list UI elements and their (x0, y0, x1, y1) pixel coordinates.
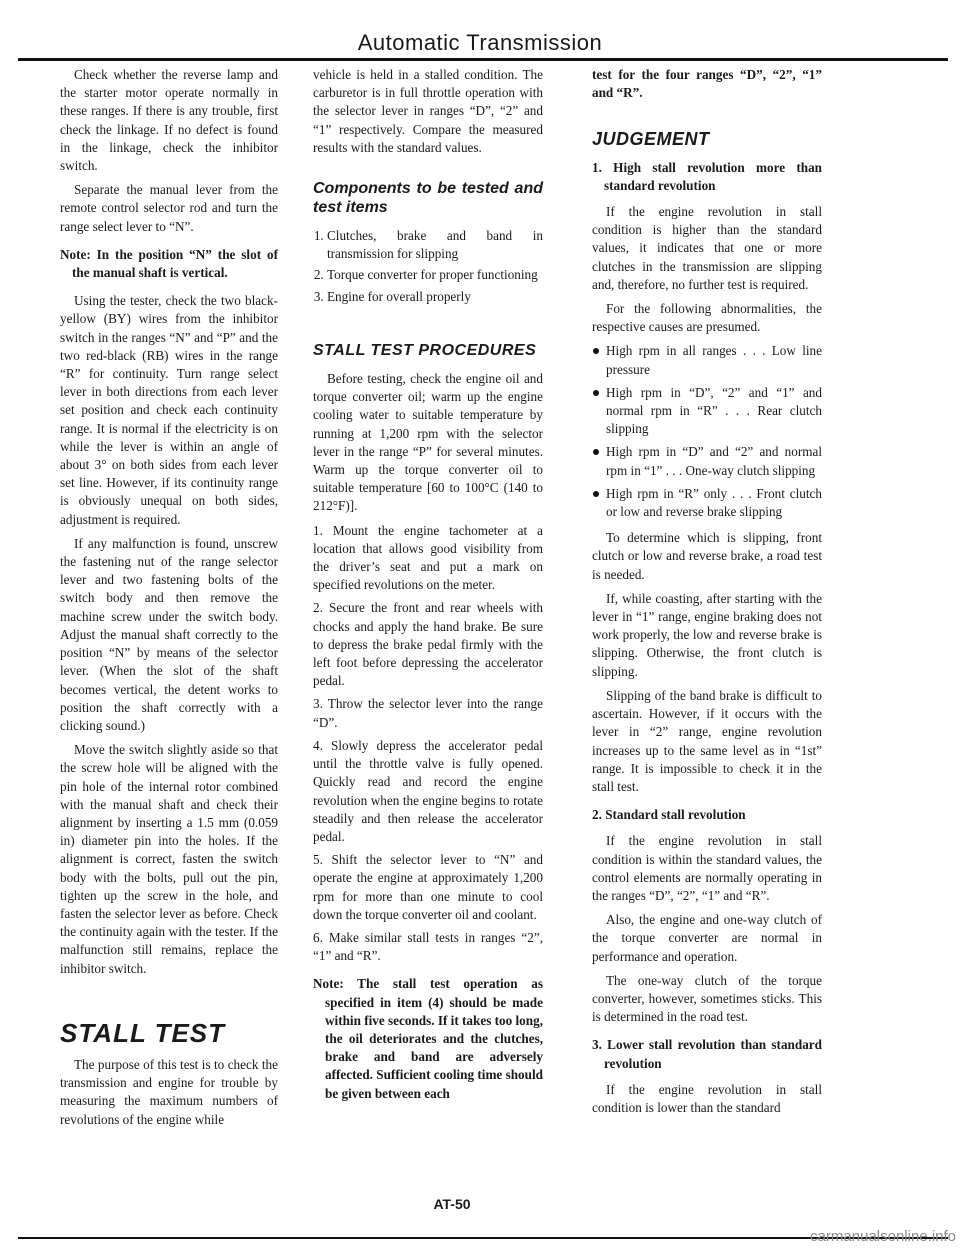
page-title: Automatic Transmission (357, 30, 603, 55)
paragraph: If the engine revolution in stall condition is within the standard values, the control elements are normally operating in the ranges “D”, “2”, “1” and “R”. (592, 833, 822, 903)
paragraph: To determine which is slipping, front clutch or low and reverse brake, a road test is needed. (592, 530, 822, 582)
paragraph: Also, the engine and one-way clutch of the torque converter are normal in performance and operation. (592, 912, 822, 964)
note: Note: The stall test operation as specified in item (4) should be made within five seconds. If it takes too long, the oil deteriorates and the clutches, brake and band are adversely affected. Sufficient cooling time should be given between each (313, 976, 543, 1101)
list-item: 1. Clutches, brake and band in transmission for slipping (327, 227, 543, 263)
column-right (592, 66, 822, 1123)
paragraph: Move the switch slightly aside so that the screw hole will be aligned with the pin hole of the internal rotor combined with the manual shaft and check their alignment by inserting a 1.5 mm (0.059 in) diameter pin into the holes. If the alignment is correct, fasten the switch body with the bolts, pull out the pin, tighten up the screw in the hole, and fasten the selector lever as before. Check the continuity again with the tester. If the malfunction still remains, replace the inhibitor switch. (60, 742, 278, 976)
paragraph: Check whether the reverse lamp and the starter motor operate normally in these ranges. If there is any trouble, first check the linkage. If no defect is found in the linkage, check the inhibitor switch. (60, 67, 278, 174)
abnormalities-list (592, 342, 822, 521)
header-rule (18, 58, 948, 61)
paragraph: Before testing, check the engine oil and torque converter oil; warm up the engine cooling water to suitable temperature by running at 1,200 rpm with the selector lever in the range “P” for several minutes. Warm up the torque converter oil to suitable temperature [60 to 100°C (140 to 212°F)]. (313, 371, 543, 514)
bullet-icon (593, 348, 599, 354)
page-number: AT-50 (433, 1196, 471, 1212)
list-item (606, 485, 822, 521)
list-item-text: High rpm in all ranges . . . Low line pressure (606, 343, 822, 377)
procedure-step: 6. Make similar stall tests in ranges “2”, “1” and “R”. (313, 929, 543, 964)
paragraph: If, while coasting, after starting with the lever in “1” range, engine braking does not work properly, the low and reverse brake is slipping. Otherwise, the front clutch is slipping. (592, 590, 822, 679)
section-heading-judgement: JUDGEMENT (592, 129, 710, 150)
paragraph: vehicle is held in a stalled condition. The carburetor is in full throttle operation with the selector lever in ranges “D”, “2” and “1” respectively. Compare the measured results with the standard values. (313, 67, 543, 155)
judgement-item: 2. Standard stall revolution (592, 807, 746, 823)
section-heading-stall-test: STALL TEST (60, 1017, 226, 1048)
paragraph: test for the four ranges “D”, “2”, “1” and “R”. (592, 67, 822, 101)
list-item (606, 443, 822, 479)
column-left (60, 66, 278, 1135)
procedure-step: 4. Slowly depress the accelerator pedal until the throttle valve is fully opened. Quickly read and record the engine revolution when the engine begins to rotate steadily and then release the accelerator pedal. (313, 737, 543, 844)
bullet-icon (593, 491, 599, 497)
procedure-step: 3. Throw the selector lever into the range “D”. (313, 696, 543, 730)
paragraph: Slipping of the band brake is difficult to ascertain. However, if it occurs with the lever in “2” range, engine revolution increases up to the same level as in “1st” range. It is impossible to check it in the stall test. (592, 687, 822, 794)
note: Note: In the position “N” the slot of the manual shaft is vertical. (60, 246, 278, 281)
bullet-icon (593, 449, 599, 455)
section-heading-procedures: STALL TEST PROCEDURES (313, 341, 537, 359)
procedure-step: 5. Shift the selector lever to “N” and operate the engine at approximately 1,200 rpm for more than one minute to cool down the torque converter oil and coolant. (313, 852, 543, 922)
judgement-item: 1. High stall revolution more than standard revolution (592, 159, 822, 193)
paragraph: For the following abnormalities, the respective causes are presumed. (592, 301, 822, 335)
list-item: 2. Torque converter for proper functioning (327, 266, 543, 284)
list-item (606, 342, 822, 378)
list-item-text: High rpm in “D”, “2” and “1” and normal rpm in “R” . . . Rear clutch slipping (606, 384, 822, 437)
procedure-step: 1. Mount the engine tachometer at a location that allows good visibility from the driver’s seat and put a mark on specified revolutions on the meter. (313, 522, 543, 593)
paragraph: Separate the manual lever from the remote control selector rod and turn the range select lever to “N”. (60, 182, 278, 234)
paragraph: Using the tester, check the two black-yellow (BY) wires from the inhibitor switch in the ranges “N” and “P” and the two red-black (RB) wires in the range “R” for continuity. Turn range select lever in both directions from each lever set position and check each continuity range. It is normal if the electricity is on while the lever is within an angle of about 3° on both sides from each lever set line. However, if its continuity range is obviously unequal on both sides, adjustment is required. (60, 293, 278, 527)
bullet-icon (593, 390, 599, 396)
list-item: 3. Engine for overall properly (327, 288, 543, 306)
paragraph: If the engine revolution in stall condition is lower than the standard (592, 1081, 822, 1115)
paragraph: If any malfunction is found, unscrew the fastening nut of the range selector lever and two fastening bolts of the switch body and then remove the machine screw under the switch body. Adjust the manual shaft correctly to the position “N” by means of the selector lever. (When the slot of the shaft becomes vertical, the detent works to position the shaft correctly with a clicking sound.) (60, 535, 278, 733)
judgement-item: 3. Lower stall revolution than standard revolution (592, 1037, 822, 1071)
list-item-text: High rpm in “R” only . . . Front clutch or low and reverse brake slipping (606, 485, 822, 520)
paragraph: The one-way clutch of the torque converter, however, sometimes sticks. This is determined in the road test. (592, 972, 822, 1025)
paragraph: If the engine revolution in stall condition is higher than the standard values, it indicates that one or more clutches in the transmission are slipping and, therefore, no further test is required. (592, 204, 822, 292)
section-heading-components: Components to be tested and test items (313, 180, 543, 217)
watermark: carmanualsonline.info (810, 1228, 956, 1245)
procedure-step: 2. Secure the front and rear wheels with chocks and apply the hand brake. Be sure to depress the brake pedal firmly with the left foot before depressing the accelerator pedal. (313, 600, 543, 689)
list-item-text: High rpm in “D” and “2” and normal rpm in “1” . . . One-way clutch slipping (606, 444, 822, 478)
column-middle (313, 66, 543, 1113)
paragraph: The purpose of this test is to check the transmission and engine for trouble by measuring the maximum numbers of revolutions of the engine while (60, 1056, 278, 1127)
list-item (606, 384, 822, 439)
components-list (313, 227, 543, 306)
